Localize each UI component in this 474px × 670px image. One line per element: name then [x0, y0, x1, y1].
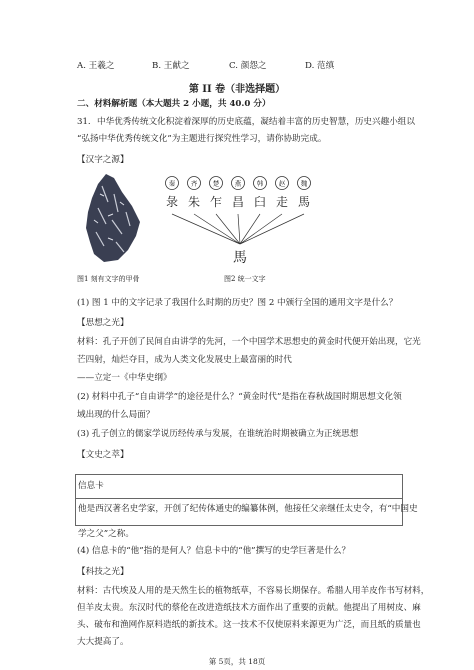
- state-label-4: 燕: [234, 179, 242, 188]
- question-number: 31.: [77, 117, 91, 127]
- section-heading-history: 【文史之萃】: [77, 450, 129, 460]
- glyph-6: 走: [275, 195, 289, 209]
- glyph-2: 朱: [187, 195, 201, 209]
- question-intro-line1: 中华优秀传统文化积淀着深厚的历史底蕴，凝结着丰富的历史智慧，历史兴趣小组以: [97, 117, 415, 127]
- thought-material-line2: 芒四射，灿烂夺目，成为人类文化发展史上最富丽的时代: [77, 355, 292, 365]
- state-label-6: 赵: [278, 179, 286, 188]
- part-heading: 二、材料解析题（本大题共 2 小题，共 40.0 分）: [77, 99, 271, 109]
- section-heading-tech: 【科技之光】: [77, 567, 129, 577]
- state-label-3: 楚: [212, 179, 220, 188]
- option-a: A. 王羲之: [77, 61, 115, 71]
- state-label-2: 齐: [190, 179, 198, 188]
- info-card-divider: [76, 498, 402, 499]
- unified-script-figure: [160, 174, 320, 274]
- tech-material-line3: 头、破布和渔网作原料造纸的新技术。这一技术不仅使原料来源更为广泛，而且纸的质量也: [77, 620, 421, 630]
- sub-question-2-line2: 域出现的什么局面？: [77, 410, 155, 420]
- option-d: D. 范缜: [305, 61, 335, 71]
- section-heading-hanzi: 【汉字之源】: [77, 155, 129, 165]
- glyph-4: 昌: [231, 195, 245, 209]
- option-b: B. 王献之: [152, 61, 190, 71]
- glyph-3: 乍: [209, 195, 223, 209]
- merge-lines: [172, 214, 304, 244]
- state-label-1: 秦: [168, 179, 176, 188]
- info-card: [75, 474, 418, 526]
- question-intro-line2: “弘扬中华优秀传统文化”为主题进行探究性学习，请你协助完成。: [77, 134, 327, 144]
- unified-glyph: 馬: [233, 250, 247, 266]
- info-card-text-cont: 学之父”之称。: [78, 529, 134, 539]
- glyph-7: 馬: [297, 195, 311, 209]
- info-card-text: [78, 504, 418, 515]
- tech-material-line1: 材料：古代埃及人用的是天然生长的植物纸草，不容易长期保存。希腊人用羊皮作书写材料，: [77, 586, 430, 596]
- section-heading-thought: 【思想之光】: [77, 318, 129, 328]
- thought-source: ——立定一《中华史纲》: [77, 373, 172, 383]
- figure1-caption: 图1 刻有文字的甲骨: [77, 275, 140, 283]
- page-footer: 第 5页，共 18页: [208, 657, 266, 666]
- tech-material-line4: 大大提高了。: [77, 637, 129, 647]
- sub-question-3: (3) 孔子创立的儒家学说历经传承与发展，在谁统治时期被确立为正统思想: [77, 429, 359, 439]
- oracle-bone-image: [78, 172, 148, 264]
- state-label-7: 魏: [300, 179, 308, 188]
- state-label-5: 韩: [256, 179, 264, 188]
- info-card-title: 信息卡: [78, 481, 104, 491]
- sub-question-4: (4) 信息卡的“他”指的是何人？信息卡中的“他”撰写的史学巨著是什么？: [77, 546, 351, 556]
- figure2-caption: 图2 统一文字: [224, 275, 266, 283]
- tech-material-line2: 但羊皮太贵。东汉时代的蔡伦在改进造纸技术方面作出了重要的贡献。他提出了用树皮、麻: [77, 603, 421, 613]
- option-c: C. 颜怨之: [229, 61, 267, 71]
- section-title: 第 II 卷（非选择题）: [188, 84, 286, 95]
- sub-question-2-line1: (2) 材料中孔子“自由讲学”的途径是什么？“黄金时代”是指在春秋战国时期思想文化领: [77, 392, 402, 402]
- thought-material-line1: 材料：孔子开创了民间自由讲学的先河，一个中国学术思想史的黄金时代便开始出现，它光: [77, 337, 421, 347]
- glyph-5: 臼: [253, 195, 267, 209]
- sub-question-1: (1) 图 1 中的文字记录了我国什么时期的历史？图 2 中颁行全国的通用文字是什么？: [77, 298, 398, 308]
- info-card-text-part1: 他是西汉著名史学家，开创了纪传体通史的编纂体例，他接任父亲继任太史令，有“中国史: [78, 504, 418, 514]
- glyph-1: 彔: [165, 195, 179, 209]
